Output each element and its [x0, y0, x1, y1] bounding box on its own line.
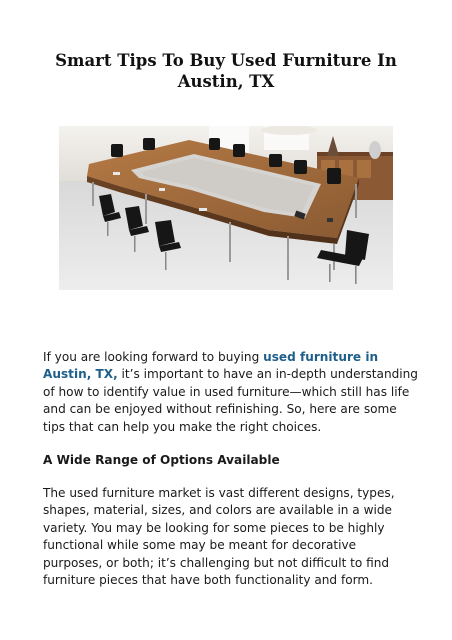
intro-text-before-link: If you are looking forward to buying	[43, 350, 264, 364]
used-furniture-link[interactable]: used furniture in Austin, TX,	[43, 350, 379, 382]
intro-paragraph	[43, 349, 418, 436]
section-paragraph: The used furniture market is vast different designs, types, shapes, material, sizes, and colors are available in a wide variety. You may be looking for some pieces to be highly functional while some may be meant for decorative purposes, or both; it’s challenging but not difficult to find furniture pieces that have both functionality and form.	[43, 486, 395, 588]
intro-text-after-link: it’s important to have an in-depth understanding of how to identify value in used furniture—which still has life and can be enjoyed without refinishing. So, here are some tips that can help you make the right choices.	[43, 367, 418, 434]
conference-room-photo	[59, 126, 393, 290]
conference-table-illustration	[59, 126, 393, 290]
section-heading: A Wide Range of Options Available	[43, 453, 280, 467]
document-title: Smart Tips To Buy Used Furniture In Austin, TX	[55, 51, 397, 91]
